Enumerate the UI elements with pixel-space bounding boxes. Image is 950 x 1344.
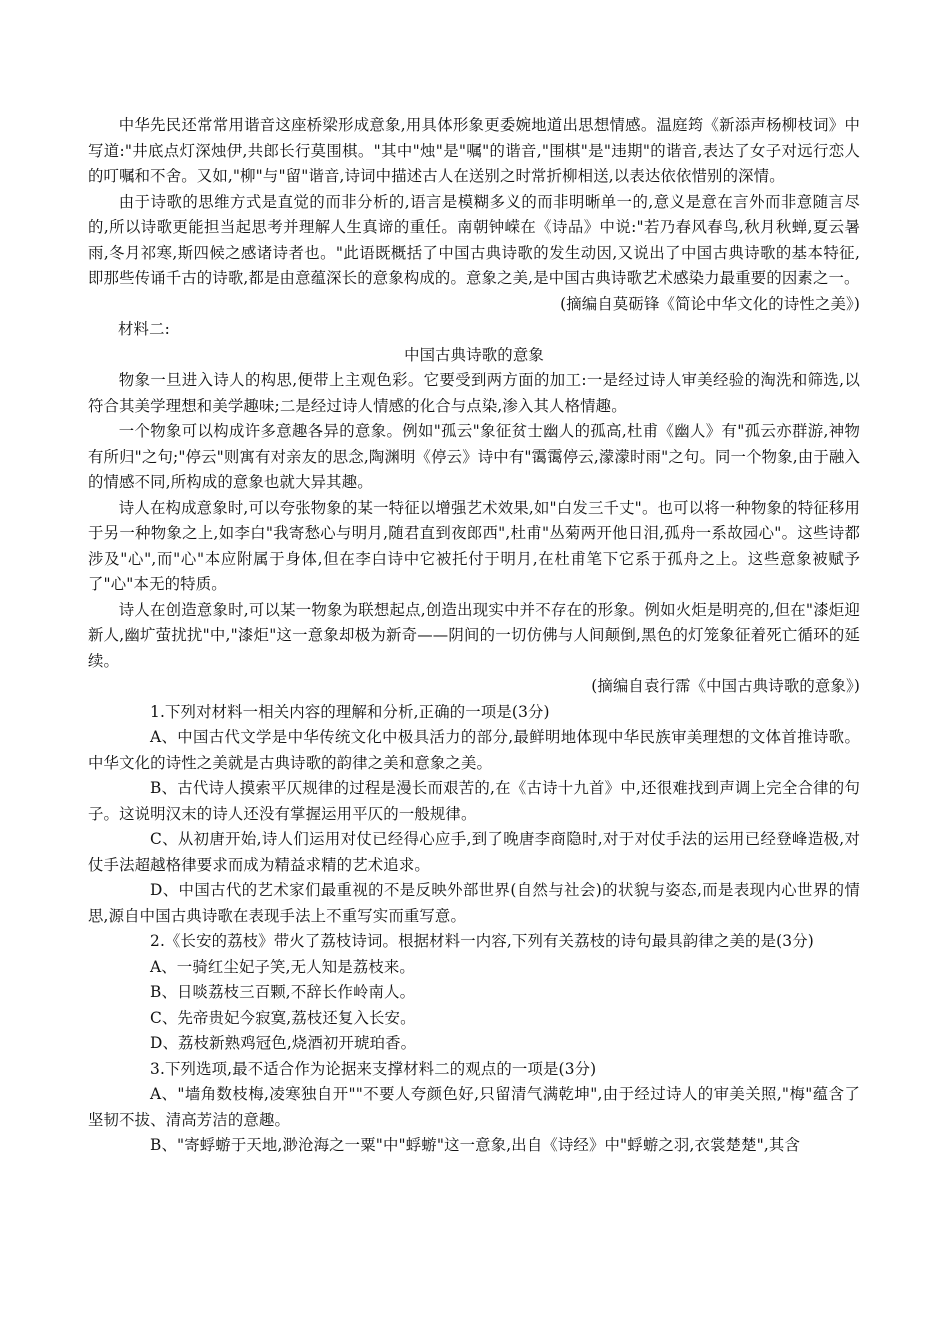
material-one-paragraph-1: 中华先民还常常用谐音这座桥梁形成意象,用具体形象更委婉地道出思想情感。温庭筠《新添声杨柳枝词》中写道:"井底点灯深烛伊,共郎长行莫围棋。"其中"烛"是"嘱"的谐音,"围棋"是"违期"的谐音,表达了女子对远行恋人的叮嘱和不舍。又如,"柳"与"留"谐音,诗词中描述古人在送别之时常折柳相送,以表达依依惜别的深情。	[88, 116, 860, 185]
question-1-stem: 1.下列对材料一相关内容的理解和分析,正确的一项是(3分)	[150, 702, 550, 721]
question-3-option-a: A、"墙角数枝梅,凌寒独自开""不要人夸颜色好,只留清气满乾坤",由于经过诗人的审美关照,"梅"蕴含了坚韧不拔、清高芳洁的意趣。	[88, 1085, 860, 1129]
question-1-option-b: B、古代诗人摸索平仄规律的过程是漫长而艰苦的,在《古诗十九首》中,还很难找到声调上完全合律的句子。这说明汉末的诗人还没有掌握运用平仄的一般规律。	[88, 779, 860, 823]
question-2-stem: 2.《长安的荔枝》带火了荔枝诗词。根据材料一内容,下列有关荔枝的诗句最具韵律之美的是(3分)	[150, 932, 814, 950]
material-two-paragraph-1: 物象一旦进入诗人的构思,便带上主观色彩。它要受到两方面的加工:一是经过诗人审美经验的淘洗和筛选,以符合其美学理想和美学趣味;二是经过诗人情感的化合与点染,渗入其人格情趣。	[88, 371, 860, 415]
material-two-paragraph-3: 诗人在构成意象时,可以夸张物象的某一特征以增强艺术效果,如"白发三千丈"。也可以将一种物象的特征移用于另一种物象之上,如李白"我寄愁心与明月,随君直到夜郎西",杜甫"丛菊两开他日泪,孤舟一系故园心"。这些诗都涉及"心",而"心"本应附属于身体,但在李白诗中它被托付于明月,在杜甫笔下它系于孤舟之上。这些意象被赋予了"心"本无的特质。	[88, 498, 860, 593]
question-2-option-d: D、荔枝新熟鸡冠色,烧酒初开琥珀香。	[150, 1034, 417, 1052]
document-page	[88, 113, 860, 1159]
question-1-option-c: C、从初唐开始,诗人们运用对仗已经得心应手,到了晚唐李商隐时,对于对仗手法的运用已经登峰造极,对仗手法超越格律要求而成为精益求精的艺术追求。	[88, 830, 860, 874]
question-1-option-a: A、中国古代文学是中华传统文化中极具活力的部分,最鲜明地体现中华民族审美理想的文体首推诗歌。中华文化的诗性之美就是古典诗歌的韵律之美和意象之美。	[88, 728, 860, 772]
material-one-paragraph-2: 由于诗歌的思维方式是直觉的而非分析的,语言是模糊多义的而非明晰单一的,意义是意在言外而非意随言尽的,所以诗歌更能担当起思考并理解人生真谛的重任。南朝钟嵘在《诗品》中说:"若乃春风春鸟,秋月秋蝉,夏云暑雨,冬月祁寒,斯四候之感诸诗者也。"此语既概括了中国古典诗歌的发生动因,又说出了中国古典诗歌的基本特征,即那些传诵千古的诗歌,都是由意蕴深长的意象构成的。意象之美,是中国古典诗歌艺术感染力最重要的因素之一。	[88, 192, 860, 287]
question-3-stem: 3.下列选项,最不适合作为论据来支撑材料二的观点的一项是(3分)	[150, 1059, 597, 1078]
question-3-option-b: B、"寄蜉蝣于天地,渺沧海之一粟"中"蜉蝣"这一意象,出自《诗经》中"蜉蝣之羽,衣裳楚楚",其含	[150, 1136, 801, 1154]
question-1-option-d: D、中国古代的艺术家们最重视的不是反映外部世界(自然与社会)的状貌与姿态,而是表现内心世界的情思,源自中国古典诗歌在表现手法上不重写实而重写意。	[88, 881, 860, 925]
question-2-option-c: C、先帝贵妃今寂寞,荔枝还复入长安。	[150, 1008, 416, 1027]
question-2-option-a: A、一骑红尘妃子笑,无人知是荔枝来。	[150, 957, 415, 976]
material-one-source: (摘编自莫砺锋《简论中华文化的诗性之美》)	[560, 294, 860, 313]
material-two-title: 中国古典诗歌的意象	[404, 345, 544, 364]
question-2-option-b: B、日啖荔枝三百颗,不辞长作岭南人。	[150, 983, 416, 1001]
material-two-paragraph-4: 诗人在创造意象时,可以某一物象为联想起点,创造出现实中并不存在的形象。例如火炬是明亮的,但在"漆炬迎新人,幽圹萤扰扰"中,"漆炬"这一意象却极为新奇——阴间的一切仿佛与人间颠倒,黑色的灯笼象征着死亡循环的延续。	[88, 600, 860, 670]
material-two-label: 材料二:	[118, 320, 170, 338]
material-two-source: (摘编自袁行霈《中国古典诗歌的意象》)	[591, 677, 860, 695]
material-two-paragraph-2: 一个物象可以构成许多意趣各异的意象。例如"孤云"象征贫士幽人的孤高,杜甫《幽人》有"孤云亦群游,神物有所归"之句;"停云"则寓有对亲友的思念,陶渊明《停云》诗中有"霭霭停云,濛濛时雨"之句。同一个物象,由于融入的情感不同,所构成的意象也就大异其趣。	[88, 422, 860, 491]
